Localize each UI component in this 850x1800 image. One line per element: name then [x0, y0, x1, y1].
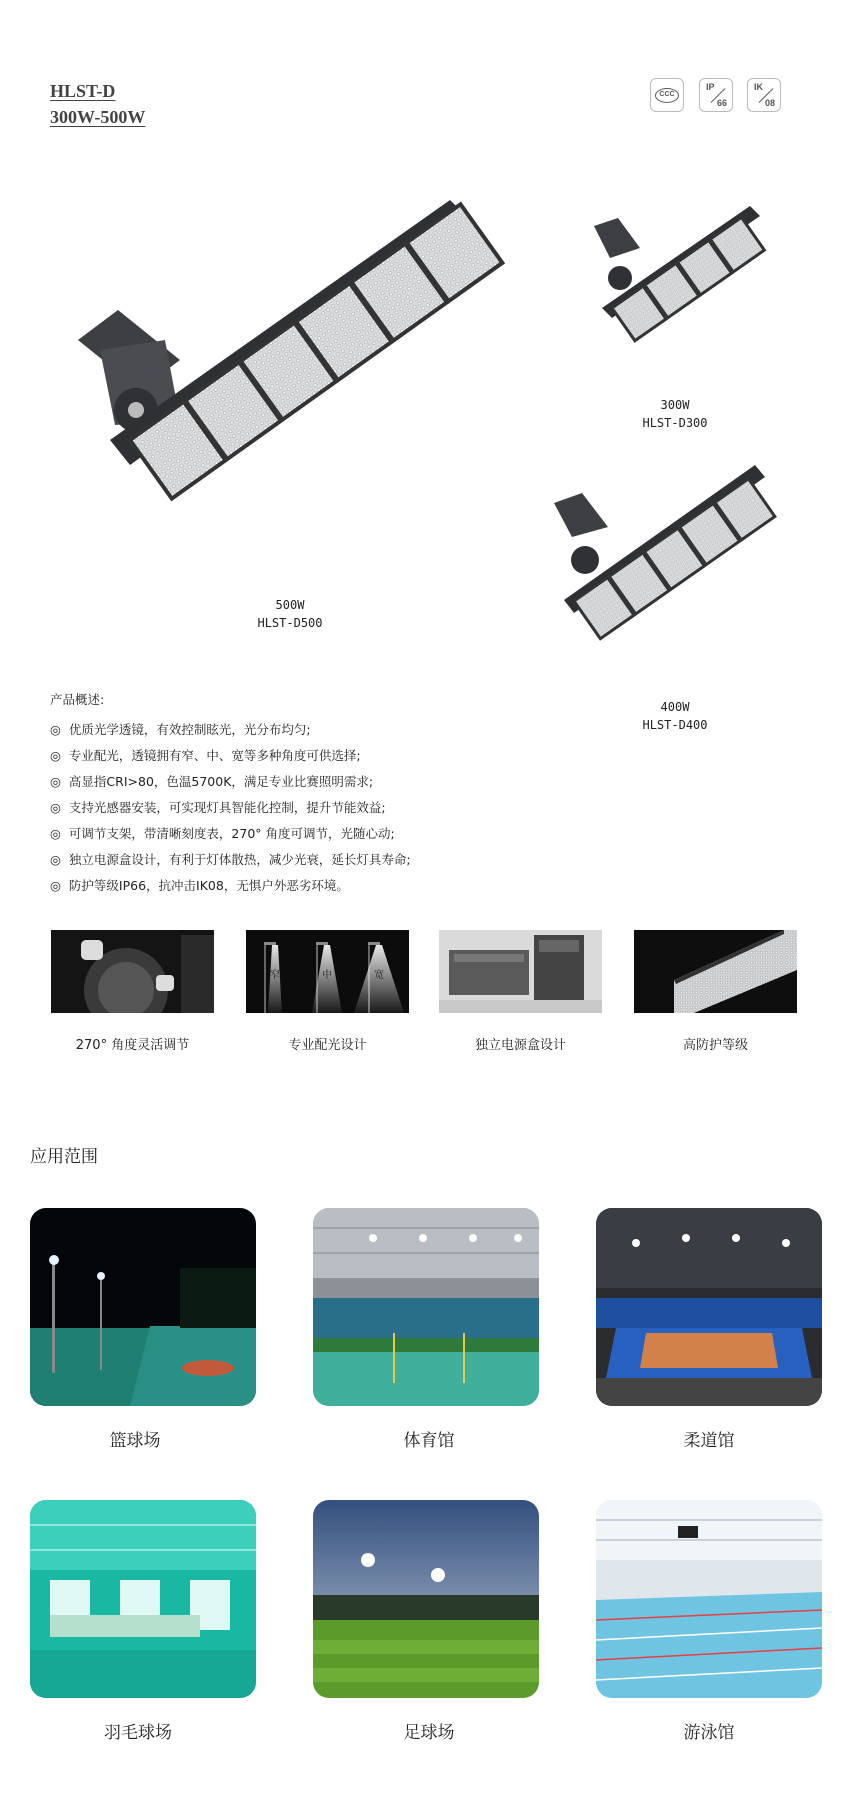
power-range: 300W-500W [50, 107, 146, 127]
application-image-badminton [30, 1500, 256, 1698]
feature-item [50, 795, 411, 821]
feature-item [50, 873, 411, 899]
ik-text: IK [754, 82, 763, 92]
caption-300w [625, 396, 725, 432]
bullet-icon: ◎ [50, 800, 61, 815]
feature-item [50, 769, 411, 795]
detail-image-beam [246, 930, 409, 1013]
feature-text: 独立电源盒设计，有利于灯体散热，减少光衰，延长灯具寿命; [68, 852, 411, 867]
caption-model: HLST-D300 [642, 416, 708, 430]
application-image-basketball [30, 1208, 256, 1406]
caption-watt: 500W [275, 598, 305, 612]
application-image-football [313, 1500, 539, 1698]
overview-heading: 产品概述: [50, 692, 105, 707]
caption-watt: 300W [660, 398, 690, 412]
feature-item [50, 717, 411, 743]
feature-text: 优质光学透镜，有效控制眩光，光分布均匀; [68, 722, 311, 737]
beam-label-medium: 中 [322, 970, 332, 981]
detail-label-beam: 专业配光设计 [288, 1038, 367, 1053]
feature-text: 可调节支架，带清晰刻度表，270° 角度可调节，光随心动; [68, 826, 395, 841]
feature-text: 支持光感器安装，可实现灯具智能化控制，提升节能效益; [68, 800, 386, 815]
detail-label-protection: 高防护等级 [682, 1038, 748, 1053]
product-image-300w [590, 198, 780, 348]
ip-level: 66 [716, 98, 727, 108]
application-image-judo-hall [596, 1208, 822, 1406]
detail-label-power-box: 独立电源盒设计 [474, 1038, 566, 1053]
ip-text: IP [706, 82, 715, 92]
detail-image-power-box [439, 930, 602, 1013]
application-image-swimming-pool [596, 1500, 822, 1698]
application-label-badminton: 羽毛球场 [104, 1723, 172, 1743]
product-overview [50, 690, 411, 899]
feature-text: 高显指CRI>80，色温5700K，满足专业比赛照明需求; [68, 774, 374, 789]
application-label-judo-hall: 柔道馆 [683, 1431, 735, 1451]
ik-level: 08 [764, 98, 775, 108]
beam-label-wide: 宽 [374, 970, 384, 981]
ccc-text: CCC [655, 88, 679, 103]
bullet-icon: ◎ [50, 826, 61, 841]
model-name: HLST-D [50, 81, 116, 101]
bullet-icon: ◎ [50, 852, 61, 867]
detail-image-protection [634, 930, 797, 1013]
ccc-icon [650, 78, 684, 112]
feature-item [50, 743, 411, 769]
application-label-basketball: 篮球场 [109, 1431, 161, 1451]
product-image-500w [70, 190, 520, 540]
feature-text: 专业配光，透镜拥有窄、中、宽等多种角度可供选择; [68, 748, 361, 763]
feature-item [50, 821, 411, 847]
bullet-icon: ◎ [50, 878, 61, 893]
applications-title: 应用范围 [30, 1147, 98, 1167]
caption-400w [625, 698, 725, 734]
application-label-swimming-pool: 游泳馆 [683, 1723, 735, 1743]
detail-image-bracket [51, 930, 214, 1013]
product-image-400w [550, 455, 780, 645]
feature-text: 防护等级IP66，抗冲击IK08，无惧户外恶劣环境。 [68, 878, 349, 893]
caption-watt: 400W [660, 700, 690, 714]
caption-model: HLST-D500 [257, 616, 323, 630]
application-label-football: 足球场 [403, 1723, 455, 1743]
detail-label-bracket: 270° 角度灵活调节 [75, 1038, 190, 1053]
beam-label-narrow: 窄 [270, 970, 280, 981]
ik08-icon [747, 78, 781, 112]
bullet-icon: ◎ [50, 722, 61, 737]
bullet-icon: ◎ [50, 774, 61, 789]
ip66-icon [699, 78, 733, 112]
product-title [50, 78, 145, 130]
caption-500w [240, 596, 340, 632]
bullet-icon: ◎ [50, 748, 61, 763]
application-image-gymnasium [313, 1208, 539, 1406]
application-label-gymnasium: 体育馆 [403, 1431, 455, 1451]
caption-model: HLST-D400 [642, 718, 708, 732]
feature-item [50, 847, 411, 873]
